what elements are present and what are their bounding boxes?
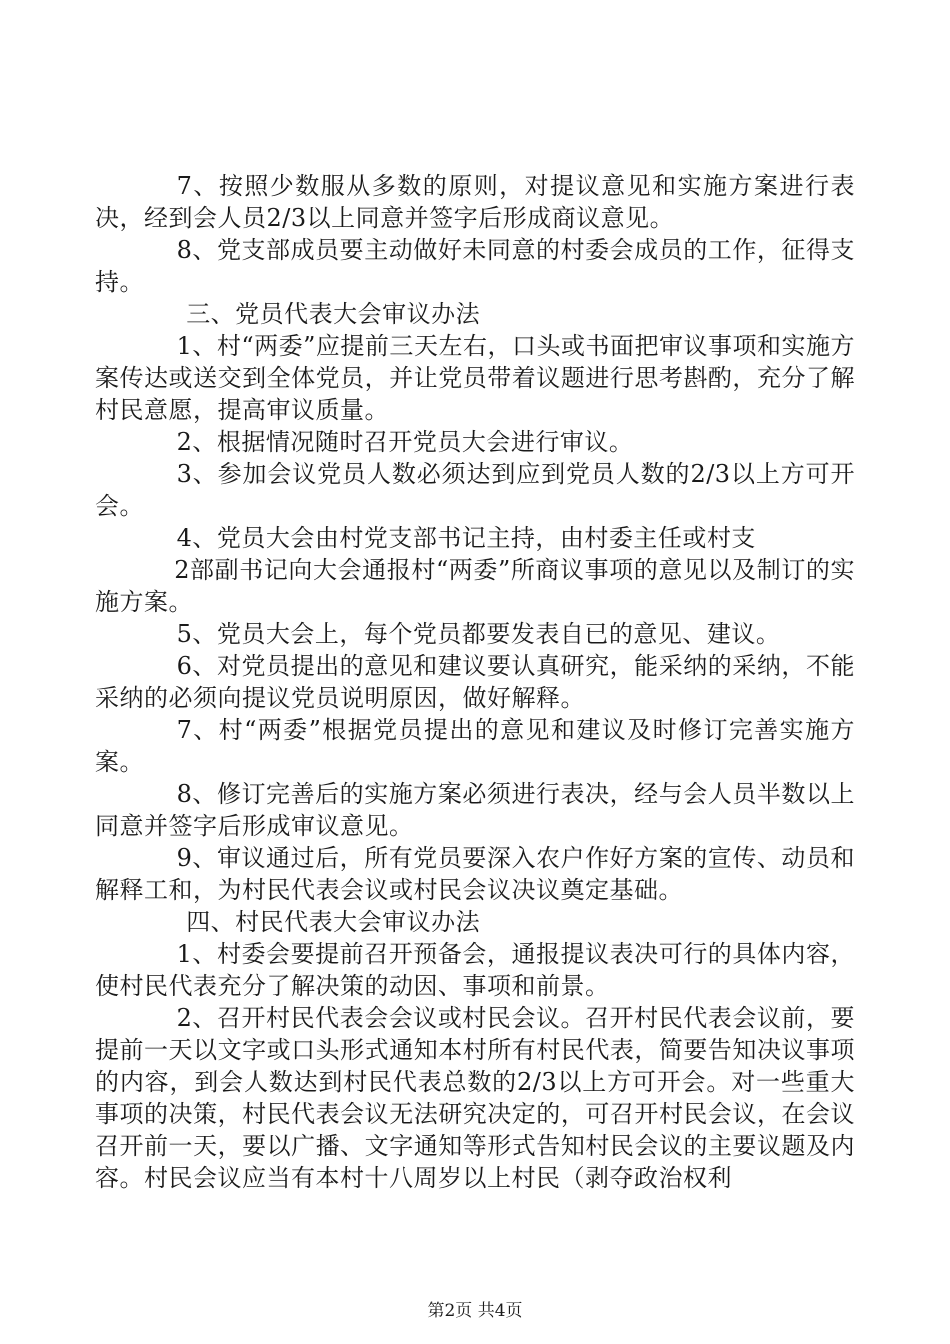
- paragraph: 2部副书记向大会通报村“两委”所商议事项的意见以及制订的实施方案。: [95, 556, 855, 616]
- document-body: [95, 170, 855, 1194]
- paragraph: 8、党支部成员要主动做好未同意的村委会成员的工作，征得支持。: [95, 236, 855, 296]
- paragraph: 2、召开村民代表会会议或村民会议。召开村民代表会议前，要提前一天以文字或口头形式通知本村所有村民代表，简要告知决议事项的内容，到会人数达到村民代表总数的2/3以上方可开会。对一些重大事项的决策，村民代表会议无法研究决定的，可召开村民会议，在会议召开前一天，要以广播、文字通知等形式告知村民会议的主要议题及内容。村民会议应当有本村十八周岁以上村民（剥夺政治权利: [95, 1004, 855, 1192]
- paragraph: 8、修订完善后的实施方案必须进行表决，经与会人员半数以上同意并签字后形成审议意见。: [95, 780, 855, 840]
- paragraph: 3、参加会议党员人数必须达到应到党员人数的2/3以上方可开会。: [95, 460, 855, 520]
- paragraph: 2、根据情况随时召开党员大会进行审议。: [176, 428, 634, 456]
- paragraph: 9、审议通过后，所有党员要深入农户作好方案的宣传、动员和解释工和，为村民代表会议或村民会议决议奠定基础。: [95, 844, 855, 904]
- paragraph: 7、按照少数服从多数的原则，对提议意见和实施方案进行表决，经到会人员2/3以上同意并签字后形成商议意见。: [95, 172, 855, 232]
- paragraph: 6、对党员提出的意见和建议要认真研究，能采纳的采纳，不能采纳的必须向提议党员说明原因，做好解释。: [95, 652, 855, 712]
- paragraph: 7、村“两委”根据党员提出的意见和建议及时修订完善实施方案。: [95, 716, 855, 776]
- paragraph: 4、党员大会由村党支部书记主持，由村委主任或村支: [176, 524, 756, 552]
- paragraph: 1、村委会要提前召开预备会，通报提议表决可行的具体内容，使村民代表充分了解决策的动因、事项和前景。: [95, 940, 855, 1000]
- section-heading: 三、党员代表大会审议办法: [186, 300, 481, 328]
- page-footer: [0, 1300, 950, 1322]
- page-number-label: 第2页 共4页: [427, 1301, 523, 1321]
- paragraph: 1、村“两委”应提前三天左右，口头或书面把审议事项和实施方案传达或送交到全体党员，并让党员带着议题进行思考斟酌，充分了解村民意愿，提高审议质量。: [95, 332, 855, 424]
- section-heading: 四、村民代表大会审议办法: [186, 908, 481, 936]
- paragraph: 5、党员大会上，每个党员都要发表自已的意见、建议。: [176, 620, 781, 648]
